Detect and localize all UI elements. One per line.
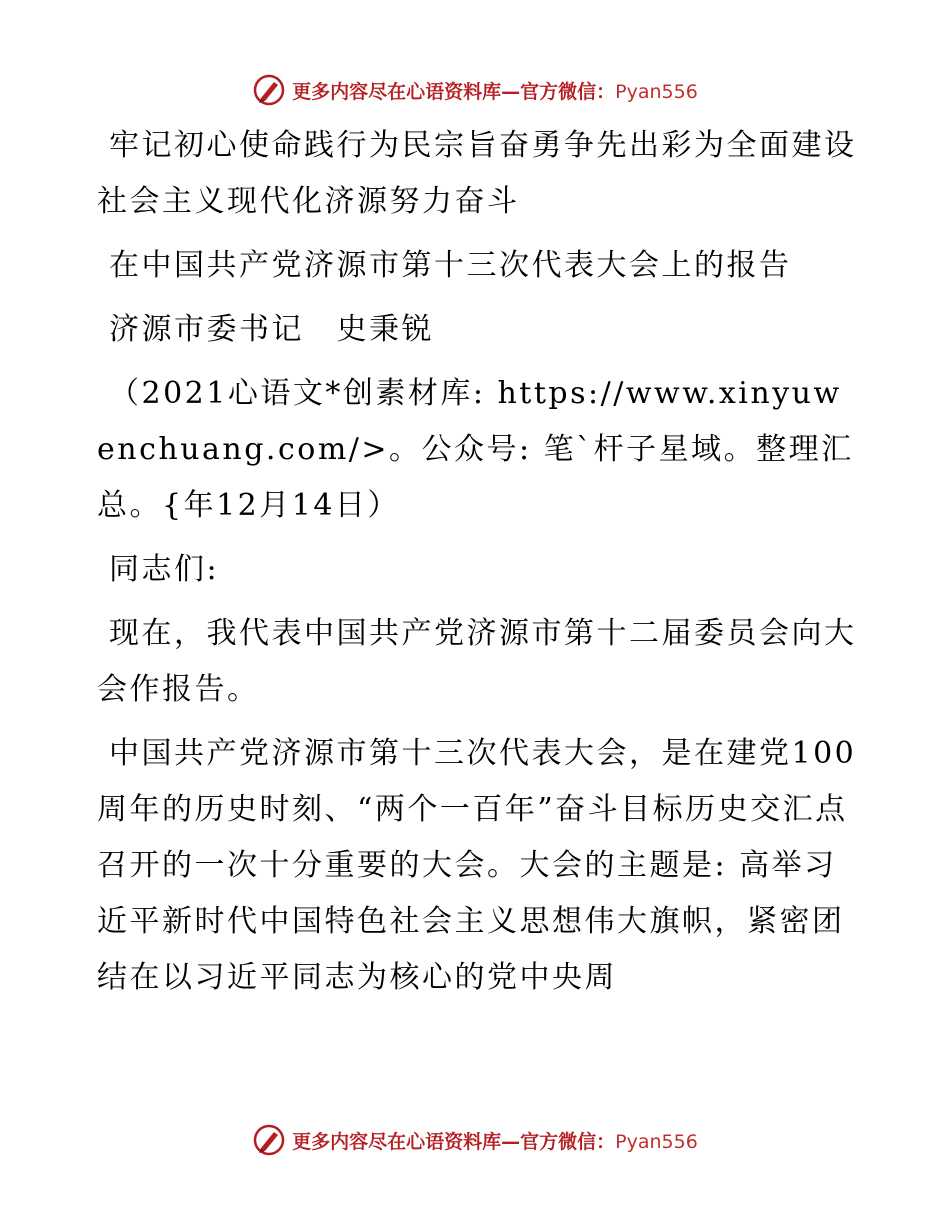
header-watermark-text <box>292 77 698 104</box>
header-watermark-banner <box>0 70 950 110</box>
salutation: 同志们: <box>109 552 220 587</box>
pen-logo-icon <box>252 73 286 107</box>
document-body <box>97 118 857 1006</box>
source-note: （2021心语文*创素材库: https://www.xinyuwenchuang.com/>。公众号: 笔`杆子星域。整理汇总。{年12月14日） <box>97 376 854 523</box>
watermark-wechat-id: Pyan556 <box>615 80 698 103</box>
watermark-wechat-id: Pyan556 <box>615 1130 698 1153</box>
footer-watermark-banner <box>0 1120 950 1160</box>
report-occasion: 在中国共产党济源市第十三次代表大会上的报告 <box>109 248 792 283</box>
report-title: 牢记初心使命践行为民宗旨奋勇争先出彩为全面建设社会主义现代化济源努力奋斗 <box>97 128 857 219</box>
watermark-text: 更多内容尽在心语资料库—官方微信： <box>292 80 616 103</box>
footer-watermark-text <box>292 1127 698 1154</box>
pen-logo-icon <box>252 1123 286 1157</box>
watermark-text: 更多内容尽在心语资料库—官方微信： <box>292 1130 616 1153</box>
report-author: 济源市委书记 史秉锐 <box>109 312 434 347</box>
body-paragraph: 现在，我代表中国共产党济源市第十二届委员会向大会作报告。 <box>97 616 857 707</box>
body-paragraph: 中国共产党济源市第十三次代表大会，是在建党100周年的历史时刻、“两个一百年”奋斗目标历史交汇点召开的一次十分重要的大会。大会的主题是: 高举习近平新时代中国特色社会主义思想伟大旗帜，紧密团结在以习近平同志为核心的党中央周 <box>97 736 857 995</box>
